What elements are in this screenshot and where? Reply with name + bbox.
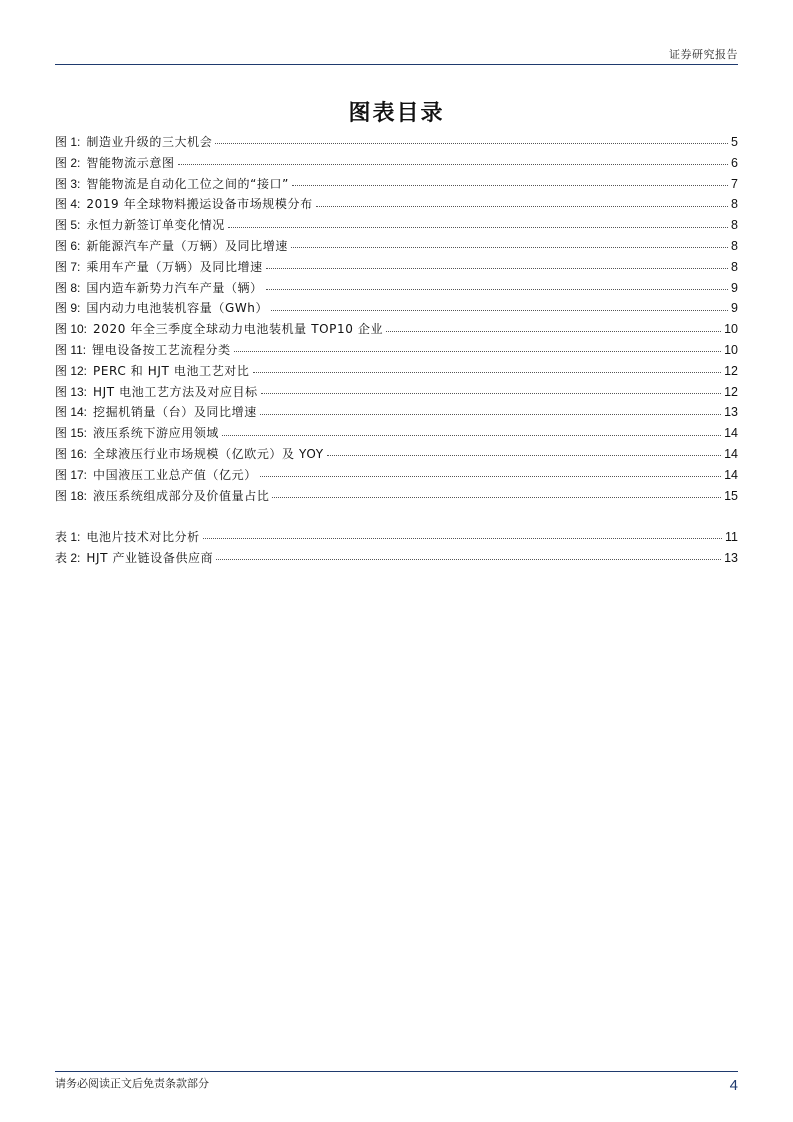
dot-leader	[266, 267, 728, 269]
entry-title: HJT 产业链设备供应商	[86, 550, 214, 565]
toc-entry[interactable]	[55, 132, 738, 153]
entry-label: 图 9:	[55, 301, 81, 316]
entry-page: 14	[724, 467, 738, 482]
toc-entry[interactable]	[55, 194, 738, 215]
entry-title: 中国液压工业总产值（亿元）	[93, 467, 257, 482]
toc-entry[interactable]	[55, 215, 738, 236]
dot-leader	[234, 350, 721, 352]
entry-label: 图 13:	[55, 384, 88, 399]
entry-title: 国内造车新势力汽车产量（辆）	[86, 280, 263, 295]
table-list	[55, 527, 738, 569]
dot-leader	[222, 434, 721, 436]
entry-page: 15	[724, 488, 738, 503]
entry-label: 图 1:	[55, 135, 81, 149]
figure-list	[55, 132, 738, 506]
entry-page: 14	[724, 426, 738, 441]
toc-entry[interactable]	[55, 174, 738, 195]
dot-leader	[386, 330, 721, 332]
entry-page: 14	[724, 446, 738, 461]
entry-title: 国内动力电池装机容量（GWh）	[86, 301, 269, 316]
entry-label: 图 7:	[55, 259, 81, 274]
dot-leader	[253, 371, 722, 373]
disclaimer-note: 请务必阅读正文后免责条款部分	[55, 1077, 209, 1090]
entry-title: 锂电设备按工艺流程分类	[92, 342, 231, 357]
entry-title: 新能源汽车产量（万辆）及同比增速	[86, 238, 288, 253]
dot-leader	[292, 184, 728, 186]
entry-title: 液压系统下游应用领域	[93, 426, 220, 441]
entry-label: 图 6:	[55, 238, 81, 253]
entry-label: 图 16:	[55, 446, 88, 461]
dot-leader	[316, 205, 728, 207]
entry-label: 图 14:	[55, 405, 88, 420]
toc-entry[interactable]	[55, 527, 738, 548]
dot-leader	[261, 392, 721, 394]
dot-leader	[260, 475, 721, 477]
entry-page: 8	[731, 238, 738, 253]
entry-label: 图 4:	[55, 197, 81, 212]
toc-entry[interactable]	[55, 423, 738, 444]
entry-label: 图 2:	[55, 155, 81, 170]
entry-title: 电池片技术对比分析	[86, 530, 200, 544]
entry-label: 表 2:	[55, 550, 81, 565]
entry-title: 全球液压行业市场规模（亿欧元）及 YOY	[93, 446, 324, 461]
toc-entry[interactable]	[55, 319, 738, 340]
dot-leader	[271, 309, 728, 311]
toc-entry[interactable]	[55, 278, 738, 299]
entry-page: 12	[724, 384, 738, 399]
entry-title: 智能物流是自动化工位之间的“接口”	[86, 176, 289, 191]
entry-title: HJT 电池工艺方法及对应目标	[93, 384, 258, 399]
toc-entry[interactable]	[55, 153, 738, 174]
toc-entry[interactable]	[55, 257, 738, 278]
entry-title: 乘用车产量（万辆）及同比增速	[86, 259, 263, 274]
entry-title: 2020 年全三季度全球动力电池装机量 TOP10 企业	[93, 322, 384, 337]
entry-label: 图 15:	[55, 426, 88, 441]
toc-entry[interactable]	[55, 444, 738, 465]
entry-title: 2019 年全球物料搬运设备市场规模分布	[86, 197, 313, 212]
dot-leader	[228, 226, 728, 228]
toc-entry[interactable]	[55, 361, 738, 382]
entry-page: 6	[731, 155, 738, 170]
page-title: 图表目录	[348, 101, 445, 126]
entry-page: 13	[724, 550, 738, 565]
entry-page: 8	[731, 197, 738, 212]
toc-entry[interactable]	[55, 486, 738, 507]
toc-entry[interactable]	[55, 382, 738, 403]
entry-label: 图 10:	[55, 322, 88, 337]
toc-entry[interactable]	[55, 340, 738, 361]
dot-leader	[291, 246, 728, 248]
dot-leader	[260, 413, 721, 415]
dot-leader	[272, 496, 721, 498]
dot-leader	[203, 537, 722, 539]
dot-leader	[215, 142, 728, 144]
entry-label: 图 8:	[55, 280, 81, 295]
entry-title: PERC 和 HJT 电池工艺对比	[93, 363, 250, 378]
dot-leader	[327, 454, 721, 456]
entry-page: 13	[724, 405, 738, 420]
toc-entry[interactable]	[55, 548, 738, 569]
entry-title: 制造业升级的三大机会	[86, 135, 213, 149]
entry-page: 10	[724, 342, 738, 357]
entry-label: 图 11:	[55, 342, 87, 357]
entry-label: 图 5:	[55, 218, 81, 233]
entry-page: 9	[731, 301, 738, 316]
entry-label: 图 12:	[55, 363, 88, 378]
entry-label: 图 18:	[55, 488, 88, 503]
entry-page: 7	[731, 176, 738, 191]
toc-entry[interactable]	[55, 402, 738, 423]
entry-title: 智能物流示意图	[86, 155, 175, 170]
entry-title: 挖掘机销量（台）及同比增速	[93, 405, 257, 420]
toc-entry[interactable]	[55, 298, 738, 319]
entry-page: 8	[731, 259, 738, 274]
dot-leader	[178, 163, 729, 165]
entry-page: 9	[731, 280, 738, 295]
footer-divider	[55, 1071, 738, 1072]
toc-entry[interactable]	[55, 465, 738, 486]
entry-label: 图 17:	[55, 467, 88, 482]
entry-title: 液压系统组成部分及价值量占比	[93, 488, 270, 503]
entry-page: 12	[724, 363, 738, 378]
dot-leader	[216, 558, 721, 560]
header-divider	[55, 64, 738, 65]
entry-page: 8	[731, 218, 738, 233]
page-number: 4	[729, 1077, 738, 1094]
dot-leader	[266, 288, 728, 290]
entry-label: 表 1:	[55, 530, 81, 544]
toc-entry[interactable]	[55, 236, 738, 257]
entry-label: 图 3:	[55, 176, 81, 191]
entry-page: 11	[725, 530, 738, 544]
entry-title: 永恒力新签订单变化情况	[86, 218, 225, 233]
report-type-label: 证券研究报告	[669, 48, 738, 61]
entry-page: 10	[724, 322, 738, 337]
entry-page: 5	[731, 135, 738, 149]
